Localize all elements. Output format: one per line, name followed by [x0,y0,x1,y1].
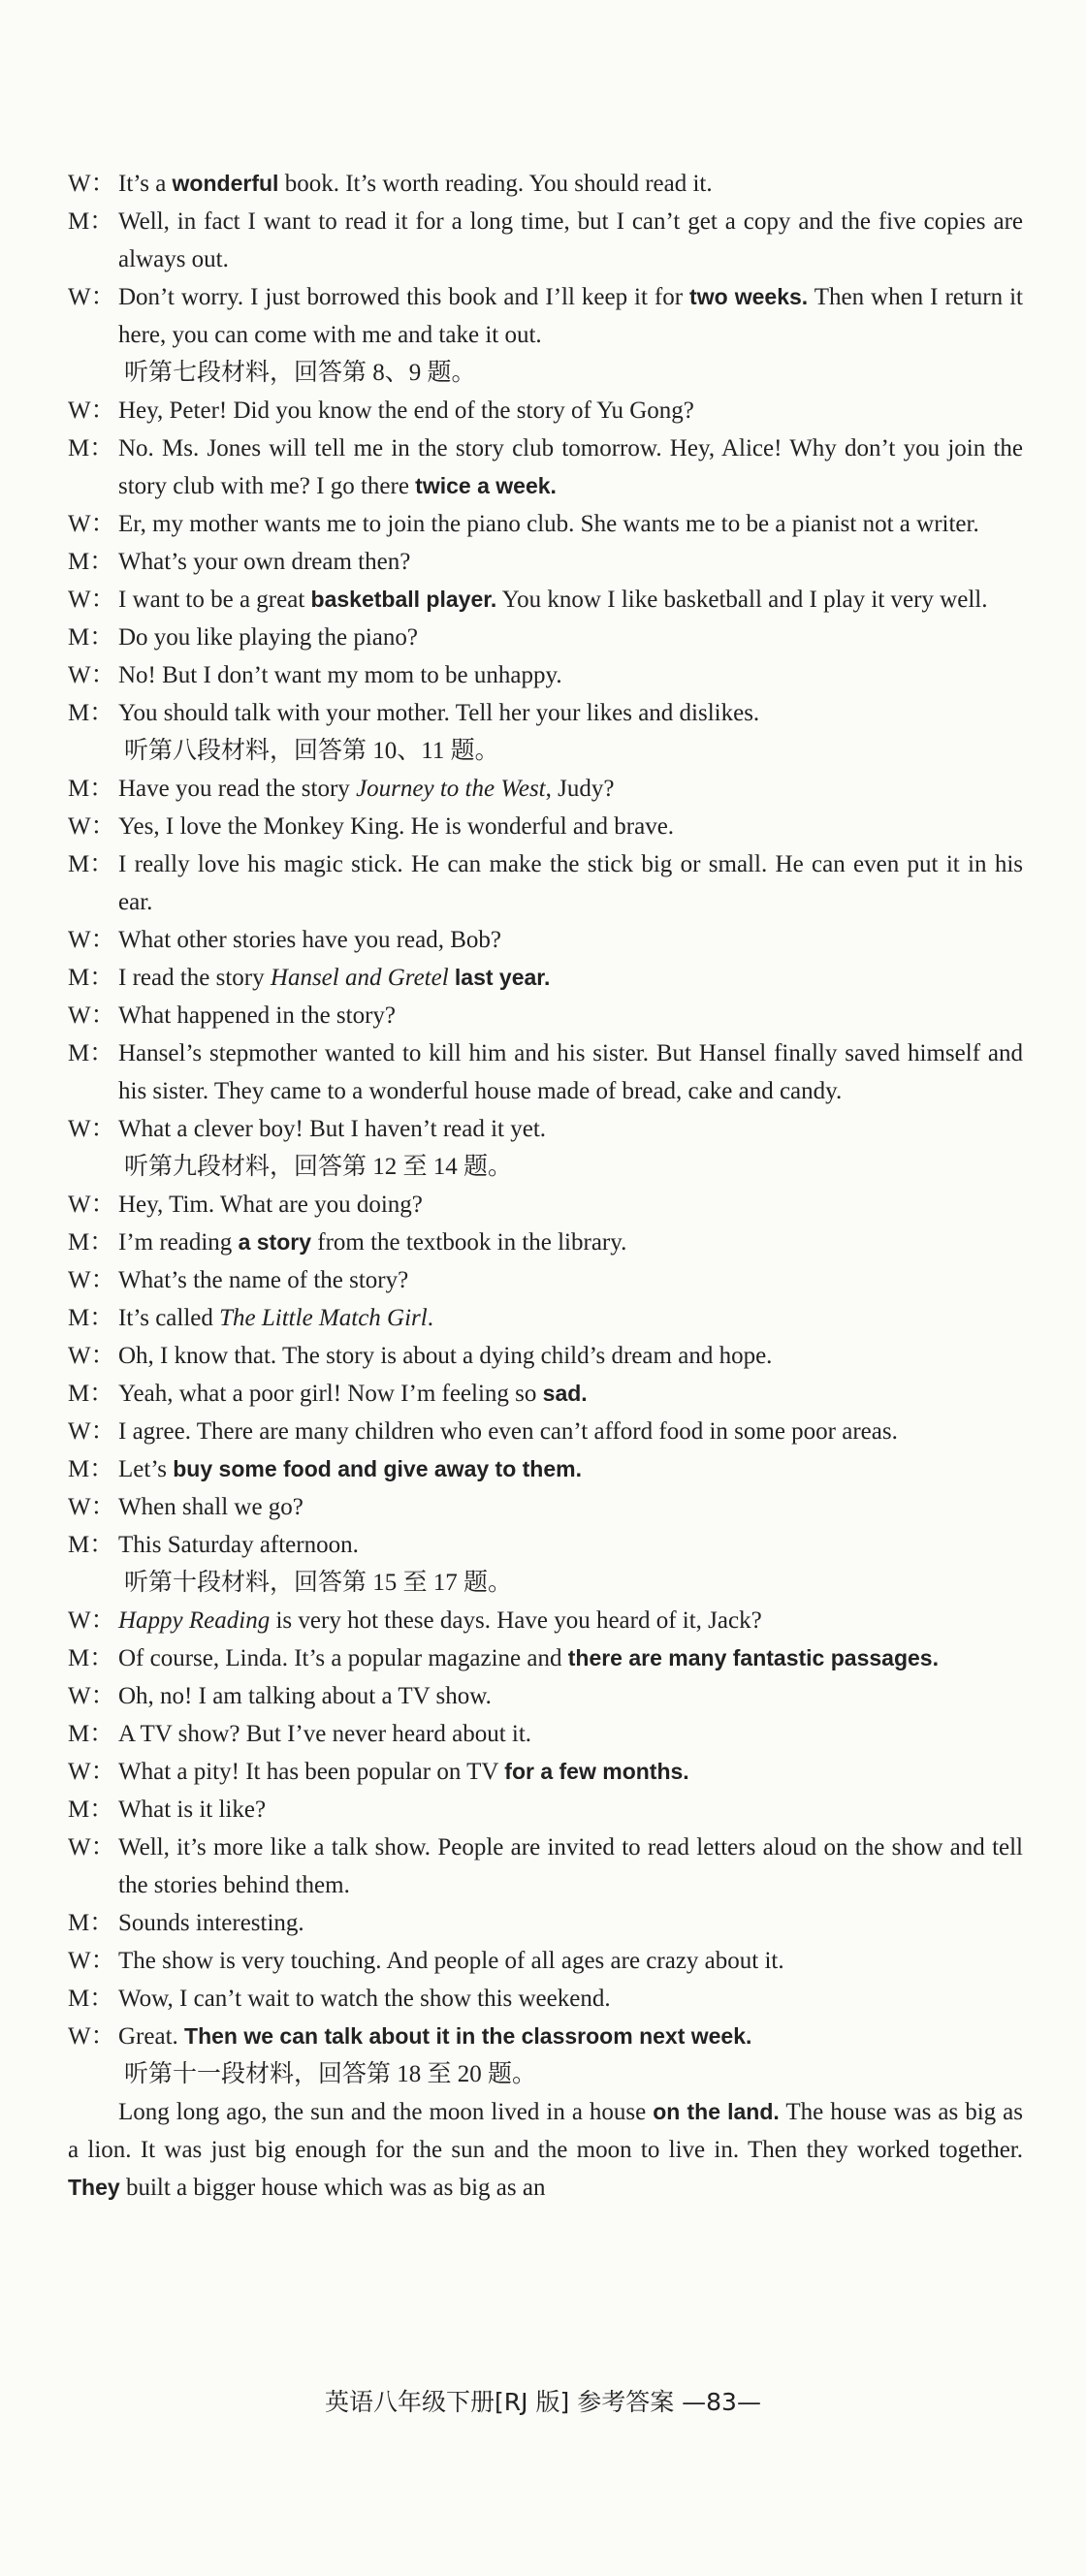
dialog-line [68,1299,1023,1337]
dialog-line [68,1261,1023,1299]
bold-answer-text: basketball player. [310,587,497,612]
section-heading: 听第七段材料，回答第 8、9 题。 [124,360,476,386]
dialog-line [68,1110,1023,1148]
dialog-line [68,656,1023,694]
section-heading: 听第十段材料，回答第 15 至 17 题。 [124,1570,513,1596]
dialog-line [68,1715,1023,1753]
speaker-label: W： [68,2023,115,2050]
speaker-label: M： [68,700,114,726]
speaker-label: W： [68,1494,115,1520]
text-run: Hansel’s stepmother wanted to kill him and his sister. But Hansel finally saved himself and his sister. They came to a wonderful house made of bread, cake and candy. [118,1040,1023,1104]
bold-answer-text: for a few months. [504,1759,689,1784]
text-run: Let’s [118,1456,174,1482]
dialog-line [68,543,1023,581]
text-run: book. It’s worth reading. You should read it. [278,171,713,197]
dialog-text [118,1526,1023,1564]
dialog-text [118,1904,1023,1942]
speaker-label: W： [68,1343,115,1369]
dialog-text [118,619,1023,656]
dialog-line [68,1450,1023,1488]
text-run: Great. [118,2023,185,2050]
dialog-line [68,1980,1023,2018]
dialog-text [118,392,1023,429]
text-run: built a bigger house which was as big as an [119,2175,546,2201]
text-run: The show is very touching. And people of all ages are crazy about it. [118,1948,784,1974]
dialog-text [118,1488,1023,1526]
bold-answer-text: wonderful [172,171,279,196]
speaker-label: W： [68,1002,115,1029]
text-run: No. Ms. Jones will tell me in the story club tomorrow. Hey, Alice! Why don’t you join the story club with me? I go there [118,435,1023,499]
speaker-label: M： [68,965,114,991]
dialog-text [118,770,1023,808]
speaker-label: M： [68,1797,114,1823]
text-run: The house was as big as a lion. It was just big enough for the sun and the moon to live in. Then they worked together. [68,2099,1023,2163]
speaker-label: W： [68,587,115,613]
dialog-line [68,694,1023,732]
speaker-label: W： [68,1834,115,1860]
text-run: Sounds interesting. [118,1910,304,1936]
dialog-line [68,808,1023,845]
speaker-label: M： [68,1721,114,1747]
text-run: I really love his magic stick. He can make the stick big or small. He can even put it in his ear. [118,851,1023,915]
text-run: What a clever boy! But I haven’t read it yet. [118,1116,547,1142]
text-run: This Saturday afternoon. [118,1532,359,1558]
dialog-line [68,845,1023,921]
dialog-text [118,656,1023,694]
dialog-line [68,429,1023,505]
dialog-line [68,1904,1023,1942]
speaker-label: W： [68,398,115,424]
dialog-line [68,997,1023,1034]
speaker-label: M： [68,624,114,651]
speaker-label: W： [68,1948,115,1974]
text-run: Yeah, what a poor girl! Now I’m feeling so [118,1381,543,1407]
dialog-text [118,1450,1023,1488]
dialog-line [68,1488,1023,1526]
bold-answer-text: last year. [454,965,551,990]
dialog-line [68,770,1023,808]
dialog-line [68,1677,1023,1715]
speaker-label: M： [68,1381,114,1407]
speaker-label: W： [68,1683,115,1709]
italic-title-text: Happy Reading [118,1607,271,1634]
text-run: Hey, Tim. What are you doing? [118,1192,423,1218]
dialog-line [68,203,1023,278]
bold-answer-text: on the land. [653,2099,780,2124]
dialog-text [118,1375,1023,1413]
text-run: I’m reading [118,1229,239,1256]
dialog-text [118,1224,1023,1261]
speaker-label: M： [68,435,114,461]
dialog-line [68,1034,1023,1110]
dialog-text [118,997,1023,1034]
dialog-text [118,1110,1023,1148]
dialog-text [118,1829,1023,1904]
bold-answer-text: They [68,2175,120,2200]
dialog-text [118,1753,1023,1791]
text-run: Have you read the story [118,776,357,802]
speaker-label: M： [68,1532,114,1558]
bold-answer-text: a story [238,1229,311,1255]
speaker-label: M： [68,1040,114,1066]
text-run: It’s called [118,1305,220,1331]
text-run: Then when I return it here, you can come with me and take it out. [118,284,1023,348]
dialog-line [68,392,1023,429]
dialog-text [118,1602,1023,1639]
speaker-label: M： [68,1910,114,1936]
text-run: Oh, no! I am talking about a TV show. [118,1683,492,1709]
bold-answer-text: two weeks. [689,284,809,309]
dialog-line [68,1375,1023,1413]
speaker-label: M： [68,1305,114,1331]
bold-answer-text: twice a week. [415,473,557,498]
answer-key-text [68,165,1023,2207]
speaker-label: W： [68,1759,115,1785]
dialog-text [118,1337,1023,1375]
speaker-label: W： [68,813,115,840]
speaker-label: W： [68,1418,115,1445]
dialog-text [118,1186,1023,1224]
dialog-text [118,1677,1023,1715]
text-run: Oh, I know that. The story is about a dying child’s dream and hope. [118,1343,773,1369]
text-run: Well, in fact I want to read it for a long time, but I can’t get a copy and the five copies are always out. [118,208,1023,272]
speaker-label: M： [68,1986,114,2012]
dialog-text [118,1034,1023,1110]
dialog-line [68,1337,1023,1375]
dialog-line [68,1413,1023,1450]
dialog-text [118,1413,1023,1450]
bold-answer-text: sad. [542,1381,588,1406]
dialog-text [118,278,1023,354]
text-run: Hey, Peter! Did you know the end of the story of Yu Gong? [118,398,694,424]
text-run: I read the story [118,965,271,991]
dialog-line [68,1602,1023,1639]
text-run: What is it like? [118,1797,267,1823]
dialog-text [118,921,1023,959]
dialog-text [118,959,1023,997]
dialog-line [68,1791,1023,1829]
speaker-label: W： [68,927,115,953]
text-run: Don’t worry. I just borrowed this book and I’ll keep it for [118,284,690,310]
section-heading: 听第十一段材料，回答第 18 至 20 题。 [124,2061,537,2087]
dialog-text [118,1715,1023,1753]
text-run: Yes, I love the Monkey King. He is wonderful and brave. [118,813,675,840]
dialog-text [118,845,1023,921]
italic-title-text: Journey to the West [356,776,546,802]
dialog-text [118,2018,1023,2055]
dialog-line [68,165,1023,203]
dialog-text [118,1299,1023,1337]
text-run: What happened in the story? [118,1002,397,1029]
dialog-line [68,1829,1023,1904]
passage-paragraph [68,2093,1023,2207]
dialog-text [118,1980,1023,2018]
section-heading: 听第八段材料，回答第 10、11 题。 [124,738,499,764]
speaker-label: W： [68,171,115,197]
speaker-label: M： [68,549,114,575]
dialog-line [68,1224,1023,1261]
dialog-line [68,1753,1023,1791]
section-heading: 听第九段材料，回答第 12 至 14 题。 [124,1154,513,1180]
dialog-text [118,543,1023,581]
text-run: A TV show? But I’ve never heard about it. [118,1721,532,1747]
bold-answer-text: Then we can talk about it in the classroom next week. [184,2023,752,2049]
speaker-label: M： [68,851,114,877]
speaker-label: M： [68,1456,114,1482]
dialog-line [68,1942,1023,1980]
text-run: What a pity! It has been popular on TV [118,1759,505,1785]
speaker-label: M： [68,776,114,802]
dialog-text [118,1639,1023,1677]
text-run: , Judy? [545,776,615,802]
dialog-text [118,581,1023,619]
dialog-line [68,581,1023,619]
speaker-label: W： [68,1267,115,1293]
dialog-text [118,505,1023,543]
text-run: . [427,1305,433,1331]
dialog-text [118,694,1023,732]
text-run: You should talk with your mother. Tell her your likes and dislikes. [118,700,760,726]
text-run: Do you like playing the piano? [118,624,418,651]
speaker-label: W： [68,1192,115,1218]
text-run: I want to be a great [118,587,311,613]
speaker-label: W： [68,662,115,688]
speaker-label: W： [68,1607,115,1634]
dialog-line [68,959,1023,997]
dialog-line [68,505,1023,543]
text-run: What’s your own dream then? [118,549,411,575]
text-run: You know I like basketball and I play it very well. [496,587,988,613]
dialog-line [68,1526,1023,1564]
speaker-label: M： [68,1229,114,1256]
dialog-line [68,278,1023,354]
dialog-line [68,619,1023,656]
dialog-text [118,808,1023,845]
speaker-label: W： [68,284,115,310]
speaker-label: M： [68,208,114,235]
bold-answer-text: there are many fantastic passages. [567,1645,939,1670]
text-run: Well, it’s more like a talk show. People are invited to read letters aloud on the show and tell the stories behind them. [118,1834,1023,1898]
bold-answer-text: buy some food and give away to them. [173,1456,582,1481]
text-run: Of course, Linda. It’s a popular magazine and [118,1645,568,1671]
dialog-text [118,1261,1023,1299]
dialog-line [68,1186,1023,1224]
text-run: is very hot these days. Have you heard of it, Jack? [270,1607,762,1634]
text-run: It’s a [118,171,173,197]
page-footer: 英语八年级下册[RJ 版] 参考答案 —83— [325,2388,761,2416]
text-run: I agree. There are many children who even can’t afford food in some poor areas. [118,1418,898,1445]
text-run: from the textbook in the library. [311,1229,627,1256]
dialog-text [118,165,1023,203]
dialog-line [68,2018,1023,2055]
italic-title-text: The Little Match Girl [219,1305,428,1331]
dialog-text [118,1791,1023,1829]
speaker-label: M： [68,1645,114,1671]
dialog-text [118,203,1023,278]
dialog-line [68,1639,1023,1677]
dialog-text [118,429,1023,505]
text-run: What’s the name of the story? [118,1267,409,1293]
text-run: Er, my mother wants me to join the piano club. She wants me to be a pianist not a writer. [118,511,979,537]
text-run: No! But I don’t want my mom to be unhappy. [118,662,562,688]
speaker-label: W： [68,511,115,537]
dialog-line [68,921,1023,959]
dialog-text [118,1942,1023,1980]
text-run: Wow, I can’t wait to watch the show this weekend. [118,1986,611,2012]
italic-title-text: Hansel and Gretel [270,965,449,991]
speaker-label: W： [68,1116,115,1142]
text-run: Long long ago, the sun and the moon lived in a house [118,2099,654,2125]
text-run: When shall we go? [118,1494,303,1520]
text-run: What other stories have you read, Bob? [118,927,502,953]
